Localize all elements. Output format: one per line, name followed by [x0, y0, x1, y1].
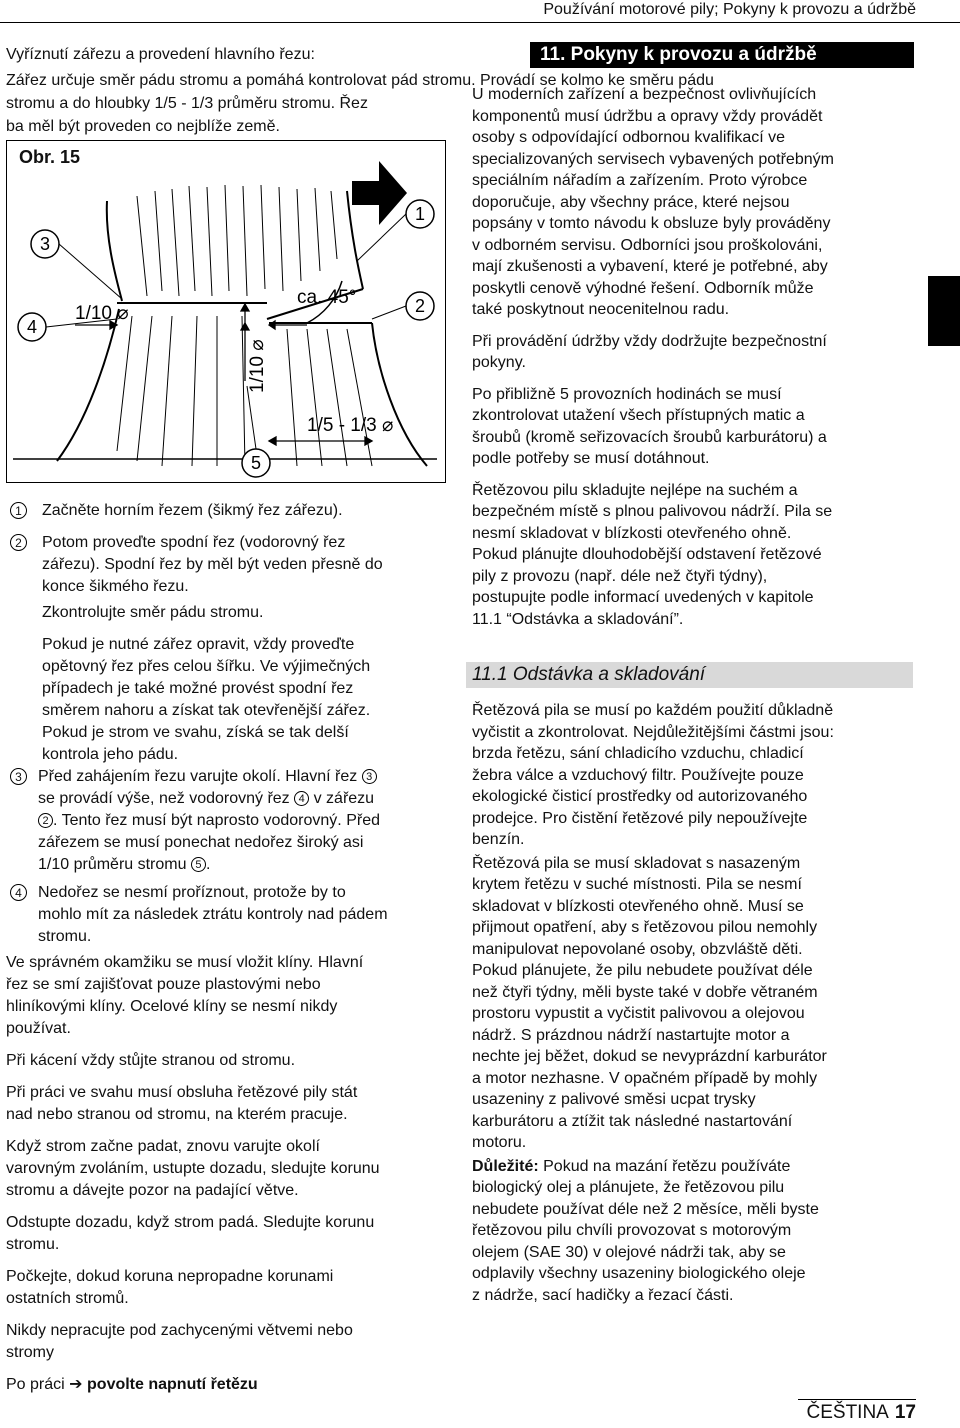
- width-label: 1/5 - 1/3 ⌀: [307, 415, 394, 436]
- step-3-text: .: [205, 856, 211, 873]
- paragraph-line: Při kácení vždy stůjte stranou od stromu.: [6, 1052, 296, 1069]
- side-tab-marker: [928, 276, 960, 346]
- paragraph-line: podle potřeby se musí dotáhnout.: [472, 450, 710, 467]
- right-column-top: [472, 84, 917, 630]
- step-4-line: mohlo mít za následek ztrátu kontroly nad pádem: [38, 906, 388, 923]
- page-number: 17: [894, 1402, 916, 1423]
- paragraph: [6, 1212, 451, 1256]
- subsection-title: 11.1 Odstávka a skladování: [466, 662, 913, 688]
- step-number-1: 1: [10, 502, 27, 519]
- paragraph-line: brzda řetězu, sání chladicího vzduchu, chladicí: [472, 745, 804, 762]
- step-3-text: 1/10 průměru stromu: [38, 856, 187, 873]
- paragraph-line: zkontrolovat utažení všech přístupných matic a: [472, 407, 805, 424]
- footer-language: ČEŠTINA: [806, 1402, 889, 1423]
- ref-circle: 4: [294, 791, 309, 806]
- step-2-extra-line: Zkontrolujte směr pádu stromu.: [42, 604, 264, 621]
- paragraph: [6, 1266, 451, 1310]
- paragraph-line: a motor nezhasne. V opačném případě by mohly: [472, 1069, 818, 1087]
- paragraph-line: bezpečném místě s plnou palivovou nádrží. Pila se: [472, 503, 833, 520]
- step-number-3: 3: [10, 768, 27, 785]
- step-4-line: Nedořez se nesmí proříznout, protože by to: [38, 884, 346, 901]
- page-footer: [807, 1401, 917, 1425]
- angle-label: ca. 45°: [297, 287, 357, 308]
- paragraph-line: hliníkovými klíny. Ocelové klíny se nesmí nikdy: [6, 998, 338, 1015]
- final-prefix: Po práci: [6, 1376, 65, 1393]
- callout-1: 1: [414, 204, 426, 224]
- paragraph-line: ostatních stromů.: [6, 1290, 129, 1307]
- callout-4: 4: [26, 317, 38, 337]
- ref-circle: 2: [38, 813, 53, 828]
- paragraph-line: postupujte podle informací uvedených v kapitole: [472, 589, 814, 606]
- header-rule: [0, 22, 960, 23]
- paragraph-line: popsány v tomto návodu k obsluze byly prováděny: [472, 215, 831, 232]
- paragraph: [472, 700, 917, 851]
- depth-label: 1/10 ⌀: [75, 303, 129, 324]
- step-1: [10, 500, 450, 522]
- paragraph-line: Nikdy nepracujte pod zachycenými větvemi nebo: [6, 1322, 353, 1339]
- paragraph-line: nebudete používat déle než 2 měsíce, měli byste: [472, 1200, 819, 1218]
- paragraph-line: z nádrže, sací hadičky a řezací části.: [472, 1286, 734, 1304]
- step-3-text: . Tento řez musí být naprosto vodorovný. Před: [53, 812, 380, 829]
- callout-3: 3: [39, 234, 51, 254]
- paragraph-line: nad nebo stranou od stromu, na kterém pracuje.: [6, 1106, 348, 1123]
- step-4-line: stromu.: [38, 928, 92, 945]
- figure-drawing: [7, 141, 446, 483]
- paragraph-line: pily z provozu (např. déle než čtyři týdny),: [472, 567, 768, 585]
- step-2-line: Potom proveďte spodní řez (vodorovný řez: [42, 534, 346, 551]
- paragraph-line: nechte jej běžet, dokud se nevyprázdní karburátor: [472, 1048, 827, 1065]
- height-label: 1/10 ⌀: [247, 339, 268, 393]
- step-1-text: Začněte horním řezem (šikmý řez zářezu).: [42, 502, 343, 519]
- paragraph-line: osoby s odpovídající odbornou kvalifikací ve: [472, 129, 786, 146]
- step-number-2: 2: [10, 534, 27, 551]
- paragraph-line: Pokud plánujte dlouhodobější odstavení řetězové: [472, 546, 822, 563]
- step-3: [10, 766, 450, 876]
- running-header: Používání motorové pily; Pokyny k provozu a údržbě: [543, 1, 916, 18]
- paragraph-line: Řetězová pila se musí skladovat s nasazeným: [472, 854, 801, 872]
- paragraph-line: pokyny.: [472, 354, 526, 371]
- paragraph: [6, 1082, 451, 1126]
- paragraph-line: karburátoru a ztížit tak následné nastartování: [472, 1112, 793, 1130]
- paragraph-line: Odstupte dozadu, když strom padá. Sledujte korunu: [6, 1214, 375, 1231]
- paragraph: [6, 1050, 451, 1072]
- paragraph: [472, 384, 917, 470]
- paragraph-line: stromy: [6, 1344, 54, 1361]
- arrow-right-icon: ➔: [69, 1376, 83, 1393]
- step-2-extra-line: opětovný řez přes celou šířku. Ve výjimečných: [42, 658, 371, 675]
- step-3-text: se provádí výše, než vodorovný řez: [38, 790, 290, 807]
- paragraph-line: šroubů (kromě seřizovacích šroubů karburátoru) a: [472, 428, 827, 446]
- paragraph-line: specializovaných servisech vybavených potřebným: [472, 150, 834, 168]
- paragraph-line: manipulovat nepovolané osoby, obzvláště děti.: [472, 940, 803, 958]
- intro-line-3: ba měl být proveden co nejblíže země.: [6, 118, 280, 135]
- paragraph-line: řez se smí zajišťovat pouze plastovými nebo: [6, 976, 321, 993]
- step-2: [10, 532, 450, 598]
- important-label: Důležité:: [472, 1157, 539, 1175]
- paragraph-line: žebra válce a vzduchový filtr. Používejte pouze: [472, 766, 804, 784]
- callout-2: 2: [414, 296, 426, 316]
- paragraph-line: stromu.: [6, 1236, 60, 1253]
- paragraph-line: ekologické čisticí prostředky od autorizovaného: [472, 788, 808, 805]
- paragraph-line: odplavily všechny usazeniny biologického oleje: [472, 1265, 806, 1282]
- paragraph-line: Pokud na mazání řetězu používáte: [538, 1157, 791, 1175]
- paragraph-line: také poskytnout neocenitelnou radu.: [472, 301, 730, 318]
- step-number-4: 4: [10, 884, 27, 901]
- paragraph-line: než čtyři týdny, měli byste také v dobře větraném: [472, 983, 818, 1001]
- step-4: [10, 882, 450, 948]
- paragraph-line: prostoru vypustit a vyčistit palivovou a olejovou: [472, 1005, 805, 1022]
- step-2-line: zářezu). Spodní řez by měl být veden přesně do: [42, 556, 383, 573]
- paragraph-line: poskytli cenově výhodné řešení. Odborník může: [472, 279, 814, 297]
- paragraph-line: komponentů musí údržbu a opravy vždy provádět: [472, 107, 823, 125]
- step-2-extra-line: Pokud je nutné zářez opravit, vždy proveďte: [42, 636, 355, 653]
- paragraph-line: řetězovou pilu chvíli provozovat s motorovým: [472, 1222, 792, 1239]
- paragraph-line: speciálním nářadím a zařízením. Proto výrobce: [472, 172, 808, 189]
- paragraph: [6, 1320, 451, 1364]
- paragraph-line: biologický olej a plánujete, že řetězovou pilu: [472, 1179, 785, 1196]
- left-paragraphs: [6, 952, 451, 1396]
- paragraph-line: prodejce. Pro čistění řetězové pily nepoužívejte: [472, 809, 808, 827]
- paragraph-line: nádrž. S prázdnou nádrží nastartujte motor a: [472, 1026, 790, 1044]
- paragraph-line: krytem řetězu v suché místnosti. Pila se nesmí: [472, 876, 802, 893]
- paragraph-line: používat.: [6, 1020, 71, 1037]
- paragraph-line: Řetězovou pilu skladujte nejlépe na suchém a: [472, 481, 798, 499]
- paragraph-line: U moderních zařízení a bezpečnost ovlivňujících: [472, 86, 817, 103]
- paragraph-line: Ve správném okamžiku se musí vložit klíny. Hlavní: [6, 954, 364, 971]
- paragraph-line: Pokud plánujete, že pilu nebudete používat déle: [472, 962, 813, 979]
- paragraph-line: Když strom začne padat, znovu varujte okolí: [6, 1138, 320, 1155]
- step-2-extra-line: směrem nahoru a získat tak otevřenější zářez.: [42, 702, 371, 719]
- step-2-extra: [42, 602, 370, 766]
- intro-line-2: stromu a do hloubky 1/5 - 1/3 průměru stromu. Řez: [6, 95, 368, 112]
- felling-cut-figure: [6, 140, 446, 483]
- paragraph-line: přijmout opatření, aby s řetězovou pilou nemohly: [472, 919, 818, 936]
- step-2-extra-line: Pokud je strom ve svahu, získá se tak delší: [42, 724, 349, 741]
- paragraph-line: mají zkušenosti a vybavení, které je potřebné, aby: [472, 258, 828, 275]
- step-3-text: Před zahájením řezu varujte okolí. Hlavní řez: [38, 768, 358, 785]
- right-column-bottom: [472, 700, 917, 1306]
- intro-line-1: Zářez určuje směr pádu stromu a pomáhá kontrolovat pád stromu. Provádí se kolmo ke směru pádu: [6, 72, 714, 89]
- final-bold-text: povolte napnutí řetězu: [87, 1376, 258, 1393]
- paragraph-line: nesmí skladovat v blízkosti otevřeného ohně.: [472, 524, 792, 542]
- step-3-text: zářezem se musí ponechat nedořez široký asi: [38, 834, 364, 851]
- paragraph: [472, 84, 917, 321]
- paragraph: [472, 853, 917, 1154]
- step-2-extra-line: případech je také možné provést spodní řez: [42, 680, 354, 697]
- paragraph: [472, 480, 917, 631]
- paragraph-line: motoru.: [472, 1134, 527, 1151]
- ref-circle: 3: [362, 769, 377, 784]
- ref-circle: 5: [191, 857, 206, 872]
- paragraph-line: skladovat v blízkosti otevřeného ohně. Musí se: [472, 897, 804, 915]
- callout-5: 5: [250, 453, 262, 473]
- paragraph-line: Při práci ve svahu musí obsluha řetězové pily stát: [6, 1084, 358, 1101]
- step-2-line: konce šikmého řezu.: [42, 578, 189, 595]
- paragraph-line: 11.1 “Odstávka a skladování”.: [472, 610, 684, 628]
- paragraph-line: Při provádění údržby vždy dodržujte bezpečnostní: [472, 332, 827, 350]
- final-instruction: [6, 1374, 451, 1396]
- paragraph-line: doporučuje, aby všechny práce, které nejsou: [472, 193, 790, 211]
- paragraph: [472, 1156, 917, 1307]
- paragraph-line: varovným zvoláním, ustupte dozadu, sledujte korunu: [6, 1160, 380, 1177]
- paragraph-line: usazeniny z palivové směsi ucpat trysky: [472, 1091, 756, 1108]
- paragraph-line: vyčistit a zkontrolovat. Nejdůležitějšími částmi jsou:: [472, 723, 834, 741]
- paragraph: [472, 331, 917, 374]
- paragraph-line: olejem (SAE 30) v olejové nádrži tak, aby se: [472, 1243, 786, 1261]
- section-title: 11. Pokyny k provozu a údržbě: [530, 42, 914, 68]
- paragraph-line: Počkejte, dokud koruna nepropadne korunami: [6, 1268, 334, 1285]
- paragraph-line: Po přibližně 5 provozních hodinách se musí: [472, 385, 782, 403]
- footer-rule: [798, 1399, 916, 1400]
- paragraph-line: stromu a dávejte pozor na padající větve.: [6, 1182, 299, 1199]
- left-heading: Vyříznutí zářezu a provedení hlavního řezu:: [6, 46, 315, 63]
- paragraph-line: benzín.: [472, 831, 525, 848]
- paragraph-line: v odborném servisu. Odborníci jsou proškolováni,: [472, 236, 823, 254]
- step-2-extra-line: kontrola jeho pádu.: [42, 746, 179, 763]
- step-3-text: v zářezu: [313, 790, 375, 807]
- figure-label: Obr. 15: [19, 147, 81, 167]
- paragraph: [6, 1136, 451, 1202]
- paragraph: [6, 952, 451, 1040]
- paragraph-line: Řetězová pila se musí po každém použití důkladně: [472, 702, 834, 719]
